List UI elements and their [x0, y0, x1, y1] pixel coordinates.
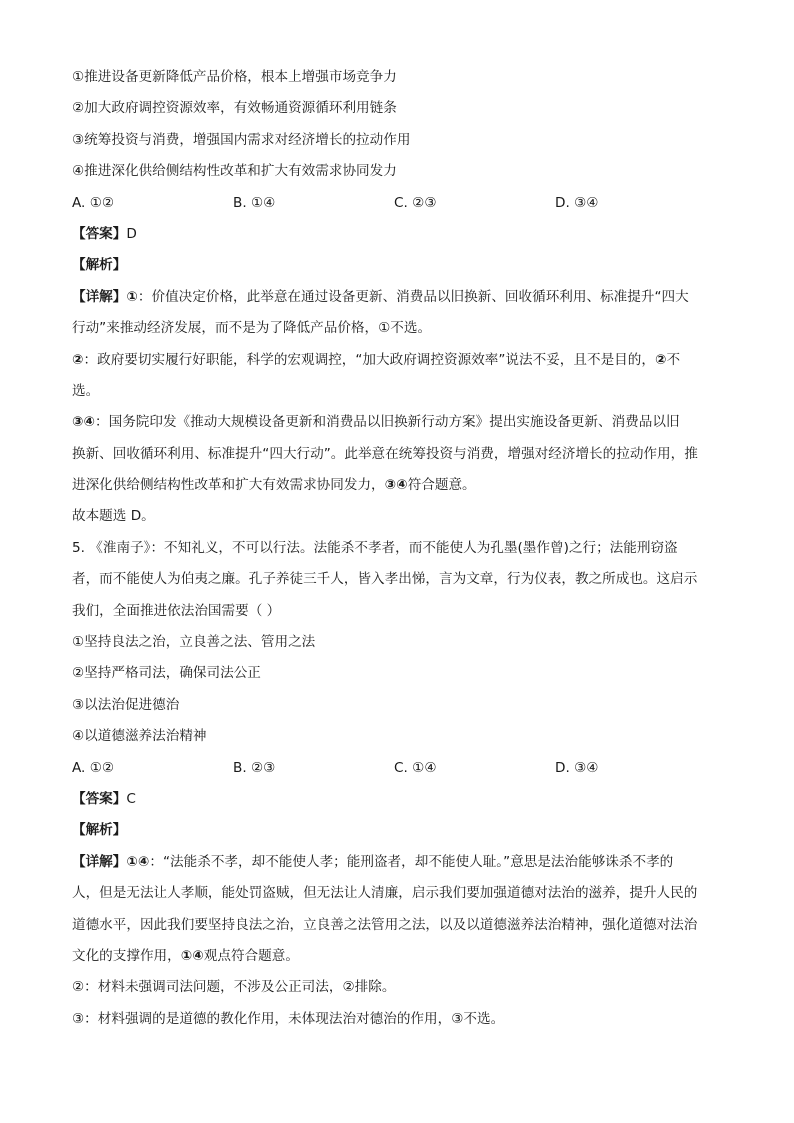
q4-detail-3-line3: [72, 470, 722, 501]
q4-choice-b: B. ①④: [233, 194, 276, 211]
answer-tag: 【答案】: [72, 225, 127, 242]
q5-stem-line: 者，而不能使人为伯夷之廉。孔子养徒三千人，皆入孝出悌，言为文章，行为仪表，教之所成也。这启示: [72, 571, 698, 588]
option-mark: ①④: [126, 853, 150, 870]
q4-option-item: ③统筹投资与消费，增强国内需求对经济增长的拉动作用: [72, 131, 411, 148]
q5-answer: [72, 784, 722, 815]
q5-choice-d: D. ③④: [555, 759, 599, 776]
q4-detail-3: [72, 407, 722, 438]
answer-value: C: [126, 790, 136, 807]
detail-text: 文化的支撑作用，: [72, 947, 181, 964]
q4-choice-a: A. ①②: [72, 194, 115, 211]
q5-analysis-tag: 【解析】: [72, 822, 127, 839]
answer-tag: 【答案】: [72, 790, 127, 807]
detail-text: ：“法能杀不孝，却不能使人孝；能刑盗者，却不能使人耻。”意思是法治能够诛杀不孝的: [149, 853, 674, 870]
q4-option-item: ②加大政府调控资源效率，有效畅通资源循环利用链条: [72, 100, 397, 117]
document-page: [72, 62, 722, 1035]
q4-option-item: ①推进设备更新降低产品价格，根本上增强市场竞争力: [72, 69, 397, 85]
q5-option-item: ①坚持良法之治，立良善之法、管用之法: [72, 634, 316, 651]
q5-choice-b: B. ②③: [233, 759, 276, 776]
q5-choice-c: C. ①④: [394, 759, 437, 776]
q5-detail-1-line3: 道德水平，因此我们要坚持良法之治，立良善之法管用之法，以及以道德滋养法治精神，强化道德对法治: [72, 916, 698, 933]
detail-text: 不: [666, 351, 681, 368]
answer-value: D: [126, 225, 137, 242]
detail-tag: 【详解】: [72, 853, 127, 870]
q5-stem-line: 5. 《淮南子》：不知礼义，不可以行法。法能杀不孝者，而不能使人为孔墨(墨作曾)之行；法能刑窃盗: [72, 539, 678, 556]
q5-option-item: ②坚持严格司法，确保司法公正: [72, 665, 261, 682]
option-mark: ②: [654, 351, 667, 368]
q4-conclusion: 故本题选 D。: [72, 508, 155, 525]
q4-choice-c: C. ②③: [394, 194, 437, 211]
detail-text: ：政府要切实履行好职能，科学的宏观调控，“加大政府调控资源效率”说法不妥，且不是目的，: [83, 351, 655, 368]
q5-detail-1-line2: 人，但是无法让人孝顺，能处罚盗贼，但无法让人清廉，启示我们要加强道德对法治的滋养，提升人民的: [72, 885, 698, 902]
q4-choice-d: D. ③④: [555, 194, 599, 211]
q5-detail-1: [72, 847, 722, 878]
option-mark: ③④: [384, 477, 408, 494]
q5-detail-1-line4: [72, 941, 722, 972]
q4-detail-1: [72, 282, 722, 313]
q4-answer: [72, 219, 722, 250]
q4-analysis-tag: 【解析】: [72, 257, 127, 274]
q4-detail-2: [72, 345, 722, 376]
detail-text: ：价值决定价格，此举意在通过设备更新、消费品以旧换新、回收循环利用、标准提升“四大: [137, 288, 689, 305]
detail-text: 符合题意。: [407, 477, 476, 494]
q4-detail-2-cont: 选。: [72, 382, 100, 399]
detail-text: 进深化供给侧结构性改革和扩大有效需求协同发力，: [72, 477, 385, 494]
q5-option-item: ④以道德滋养法治精神: [72, 728, 207, 745]
option-mark: ①: [126, 288, 138, 305]
q4-option-item: ④推进深化供给侧结构性改革和扩大有效需求协同发力: [72, 163, 397, 180]
q4-detail-3-line2: 换新、回收循环利用、标准提升“四大行动”。此举意在统筹投资与消费，增强对经济增长的拉动作用，推: [72, 445, 698, 462]
q5-choice-a: A. ①②: [72, 759, 115, 776]
option-mark: ②: [72, 351, 84, 368]
detail-text: ：国务院印发《推动大规模设备更新和消费品以旧换新行动方案》提出实施设备更新、消费品以旧: [95, 414, 680, 431]
q5-choices: [72, 753, 722, 784]
detail-tag: 【详解】: [72, 288, 127, 305]
q5-detail-3: ③：材料强调的是道德的教化作用，未体现法治对德治的作用，③不选。: [72, 1010, 505, 1027]
option-mark: ①④: [180, 947, 204, 964]
q5-option-item: ③以法治促进德治: [72, 696, 180, 713]
q4-choices: [72, 188, 722, 219]
q5-detail-2: ②：材料未强调司法问题，不涉及公正司法，②排除。: [72, 979, 396, 996]
option-mark: ③④: [72, 414, 96, 431]
detail-text: 观点符合题意。: [203, 947, 299, 964]
q4-detail-1-cont: 行动”来推动经济发展，而不是为了降低产品价格，①不选。: [72, 320, 432, 337]
q5-stem-line: 我们，全面推进依法治国需要（ ）: [72, 602, 281, 619]
